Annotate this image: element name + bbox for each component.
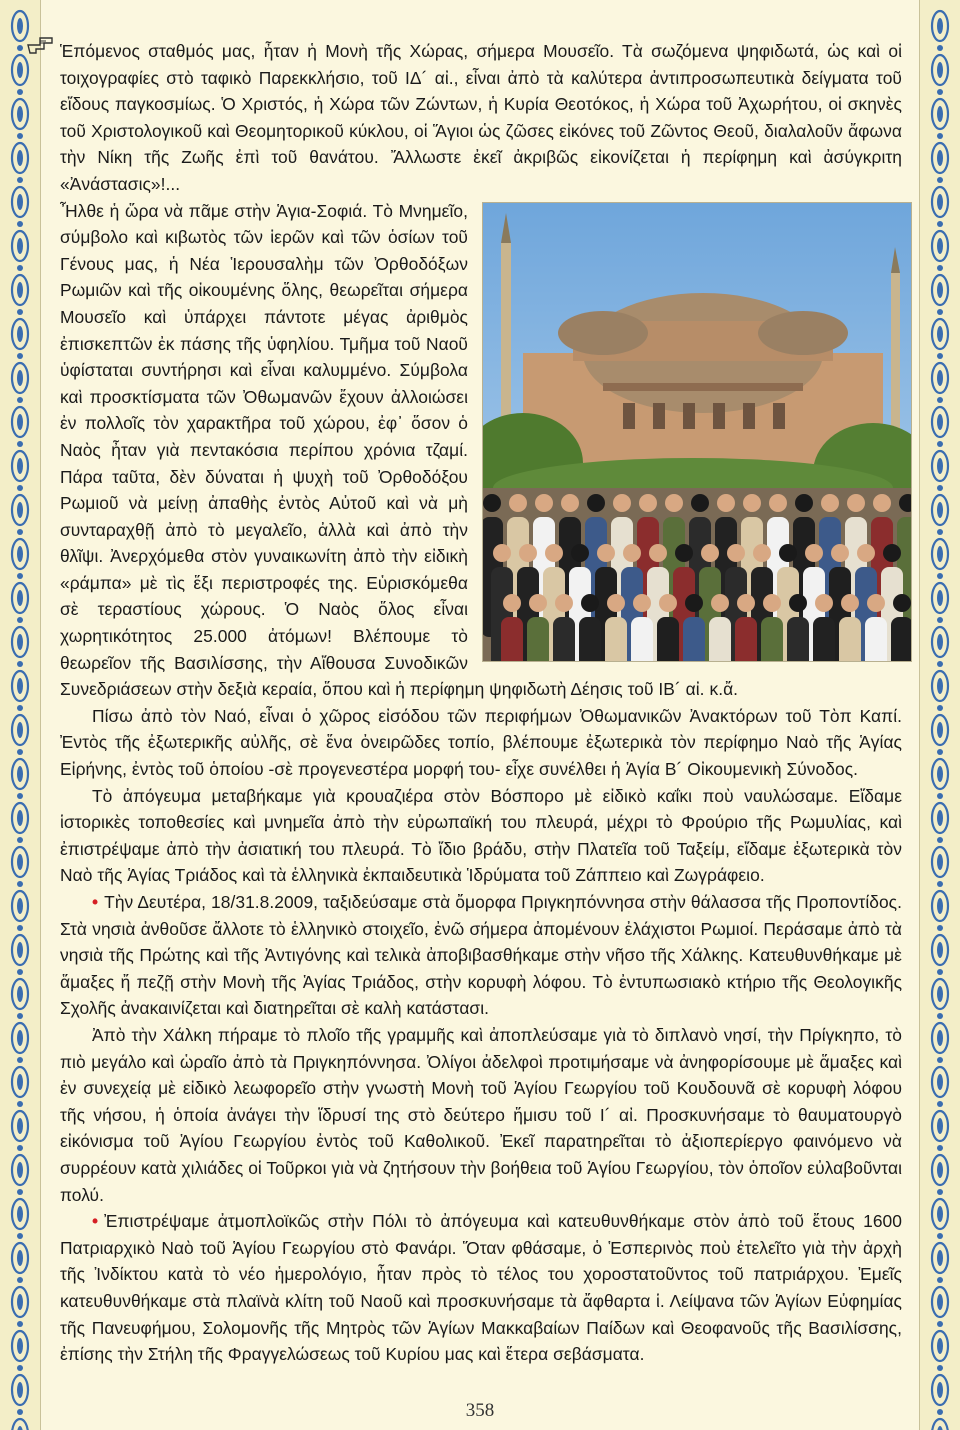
- page-number: 358: [465, 1400, 495, 1421]
- pointing-hand-icon: [26, 33, 56, 55]
- paragraph-princes-islands: [60, 889, 902, 1022]
- ornament-pattern-right: [920, 0, 960, 1430]
- paragraph-chora: Ἑπόμενος σταθμός μας, ἦταν ἡ Μονὴ τῆς Χώρας, σήμερα Μουσεῖο. Τὰ σωζόμενα ψηφιδωτά, ὡς καὶ οἱ τοιχογραφίες στὸ ταφικὸ Παρεκκλήσιο, τοῦ ΙΔ´ αἰ., εἶναι ἀπὸ τὰ καλύτερα ἀντιπροσωπευτικὰ δείγματα τοῦ εἴδους παγκοσμίως. Ὁ Χριστός, ἡ Χώρα τῶν Ζώντων, ἡ Κυρία Θεοτόκος, ἡ Χώρα τοῦ Ἀχωρήτου, οἱ σκηνὲς τοῦ Χριστολογικοῦ καὶ Θεομητορικοῦ κύκλου, οἱ Ἅγιοι ὡς ζῶσες εἰκόνες τοῦ Ζῶντος Θεοῦ, διαλαλοῦν ἄφωνα τὴν Νίκη τῆς Ζωῆς ἐπὶ τοῦ θανάτου. Ἄλλωστε ἐκεῖ ἀκριβῶς εἰκονίζεται ἡ περίφημη καὶ ἀσύγκριτη «Ἀνάστασις»!...: [60, 41, 902, 194]
- paragraph-prinkipos: Ἀπὸ τὴν Χάλκη πήραμε τὸ πλοῖο τῆς γραμμῆς καὶ ἀποπλεύσαμε γιὰ τὸ διπλανὸ νησί, τὴν Πρίγκηπο, τὸ πιὸ μεγάλο καὶ ὡραῖο ἀπὸ τὰ Πριγκηπόννησα. Ὀλίγοι ἀδελφοὶ προτιμήσαμε νὰ ἀνηφορίσουμε μὲ ἅμαξες καὶ ἐν συνεχείᾳ μὲ εἰδικὸ λεωφορεῖο στὴν γνωστὴ Μονὴ τοῦ Ἁγίου Γεωργίου τοῦ Κουδουνᾶ σὲ κορυφὴ λόφου τῆς νήσου, ἡ ὁποία ἀνάγει τὴν ἵδρυσί της στὸ δεύτερο ἥμισυ τοῦ Ι´ αἰ. Προσκυνήσαμε τὸ θαυματουργὸ εἰκόνισμα τοῦ Ἁγίου Γεωργίου ἐντὸς τοῦ Καθολικοῦ. Ἐκεῖ παρατηρεῖται τὸ ἀξιοπερίεργο φαινόμενο νὰ συρρέουν κατὰ χιλιάδες οἱ Τοῦρκοι γιὰ νὰ ζητήσουν τὴν βοήθεια τοῦ Ἁγίου Γεωργίου, τὸν ὁποῖον εὐλαβοῦνται πολύ.: [60, 1024, 902, 1205]
- ornament-pattern-left: [0, 0, 40, 1430]
- paragraph-princes-islands-text: Τὴν Δευτέρα, 18/31.8.2009, ταξιδεύσαμε στὰ ὄμορφα Πριγκηπόννησα στὴν θάλασσα τῆς Προποντίδος. Στὰ νησιὰ ἀνθοῦσε ἄλλοτε τὸ ἑλληνικὸ στοιχεῖο, ἐνῶ σήμερα ἀπομένουν ἐλάχιστοι Ρωμιοί. Περάσαμε ἀπὸ τὰ νησιὰ τῆς Πρώτης καὶ τῆς Ἀντιγόνης καὶ τελικὰ ἀποβιβασθήκαμε στὴν νῆσο τῆς Χάλκης. Κατευθυνθήκαμε μὲ ἅμαξες ἤ πεζῇ στὴν Μονὴ τῆς Ἁγίας Τριάδος, στὴν κορυφὴ λόφου. Τὸ ἐντυπωσιακὸ κτήριο τῆς Θεολογικῆς Σχολῆς ἀνακαινίζεται καὶ διατηρεῖται σὲ καλὴ κατάστασι.: [60, 892, 902, 1019]
- paragraph-phanar: [60, 1208, 902, 1368]
- paragraph-topkapi: Πίσω ἀπὸ τὸν Ναό, εἶναι ὁ χῶρος εἰσόδου τῶν περιφήμων Ὀθωμανικῶν Ἀνακτόρων τοῦ Τὸπ Καπί. Ἐντὸς τῆς ἐξωτερικῆς αὐλῆς, σὲ ἕνα ὀνειρῶδες τοπίο, βλέπουμε ἐξωτερικὰ τὸν περίφημο Ναὸ τῆς Ἁγίας Εἰρήνης, ἐντὸς τοῦ ὁποίου -σὲ προγενεστέρα μορφή του- εἶχε συνέλθει ἡ Ἁγία Β´ Οἰκουμενικὴ Σύνοδος.: [60, 705, 902, 780]
- bullet-marker: •: [92, 892, 99, 912]
- paragraph-hagia-sophia: Ἦλθε ἡ ὥρα νὰ πᾶμε στὴν Ἁγια-Σοφιά. Τὸ Μνημεῖο, σύμβολο καὶ κιβωτὸς τῶν ἱερῶν καὶ τῶν ὁσίων τοῦ Γένους μας, ἡ Νέα Ἱερουσαλὴμ τῶν Ὀρθοδόξων Ρωμιῶν καὶ τῆς οἰκουμένης ὅλης, θεωρεῖται σήμερα Μουσεῖο καὶ ὑπάρχει πάντοτε μέγας ἀριθμὸς ἐπισκεπτῶν ἐκ πάσης τῆς ὑφηλίου. Τμῆμα τοῦ Ναοῦ ὑφίσταται συντήρησι καὶ εἶναι καλυμμένο. Σύμβολα καὶ προσκτίσματα τῶν Ὀθωμανῶν ἔχουν ἀλλοιώσει ἐν πολλοῖς τὸν χαρακτῆρα τοῦ χώρου, ἐφ᾽ ὅσον ὁ Ναὸς ἦταν γιὰ πεντακόσια περίπου χρόνια τζαμί. Πάρα ταῦτα, δὲν δύναται ἡ ψυχὴ τοῦ Ὀρθοδόξου Ρωμιοῦ νὰ μείνῃ ἀπαθὴς ἐντὸς Αὐτοῦ καὶ νὰ μὴ συνταραχθῇ ἀπὸ τὸ μεγαλεῖο, ἀλλὰ καὶ ἀπὸ τὴν θλῖψι. Ἀνερχόμεθα στὸν γυναικωνίτη ἀπὸ τὴν εἰδικὴ «ράμπα» μὲ τὶς ἕξι περιστροφές της. Εὑρισκόμεθα σὲ τεραστίους χώρους. Ὁ Ναὸς ὅλος εἶναι χωρητικότητος 25.000 ἀτόμων! Βλέπουμε τὸ θεωρεῖον τῆς Βασιλίσσης, τὴν Αἴθουσα Συνοδικῶν Συνεδριάσεων στὴν δεξιὰ κεραία, ὅπου καὶ ἡ περίφημη ψηφιδωτὴ Δέησις τοῦ ΙΒ´ αἰ. κ.ἄ.: [60, 200, 739, 700]
- paragraph-bosporus: Τὸ ἀπόγευμα μεταβήκαμε γιὰ κρουαζιέρα στὸν Βόσπορο μὲ εἰδικὸ καΐκι ποὺ ναυλώσαμε. Εἴδαμε ἱστορικὲς τοποθεσίες καὶ μνημεῖα ἀπὸ τὴν εὐρωπαϊκή του πλευρά, μέχρι τὸ Φρούριο τῆς Ρωμυλίας, καὶ ἐπιστρέψαμε ἀπὸ τὴν ἀσιατική του πλευρά. Τὸ ἴδιο βράδυ, στὴν Πλατεῖα τοῦ Ταξείμ, εἴδαμε ἐξωτερικὰ τὸν Ναὸ τῆς Ἁγίας Τριάδος καὶ τὰ ἑλληνικὰ ἐκπαιδευτικὰ Ἱδρύματα τοῦ Ζάππειο καὶ Ζωγράφειο.: [60, 785, 902, 886]
- paragraph-phanar-text: Ἐπιστρέψαμε ἀτμοπλοϊκῶς στὴν Πόλι τὸ ἀπόγευμα καὶ κατευθυνθήκαμε στὸν ἀπὸ τοῦ ἔτους 1600 Πατριαρχικὸ Ναὸ τοῦ Ἁγίου Γεωργίου στὸ Φανάρι. Ὅταν φθάσαμε, ὁ Ἑσπερινὸς ποὺ ἐτελεῖτο γιὰ τὴν ἀρχὴ τῆς Ἰνδίκτου κατὰ τὸ νέο ἡμερολόγιο, ἦταν πρὸς τὸ τέλος του χοροστατοῦντος τοῦ πατριάρχου. Ἐμεῖς κατευθυνθήκαμε στὰ πλαϊνὰ κλίτη τοῦ Ναοῦ καὶ προσκυνήσαμε τὰ ἄφθαρτα ἱ. Λείψανα τῶν Ἁγίων Εὐφημίας τῆς Πανευφήμου, Σολομονῆς τῆς Μητρὸς τῶν Ἁγίων Μακκαβαίων Παίδων καὶ Θεοφανοῦς τῆς Βασιλίσσης, ἐπίσης τὴν Στήλη τῆς Φραγγελώσεως τοῦ Κυρίου μας καὶ ἕτερα σεβάσματα.: [60, 1211, 902, 1365]
- article-body: [60, 38, 902, 1368]
- ornamental-border-right: [919, 0, 960, 1430]
- group-photo-hagia-sophia: [482, 202, 912, 662]
- bullet-marker: •: [92, 1211, 99, 1232]
- ornamental-border-left: [0, 0, 41, 1430]
